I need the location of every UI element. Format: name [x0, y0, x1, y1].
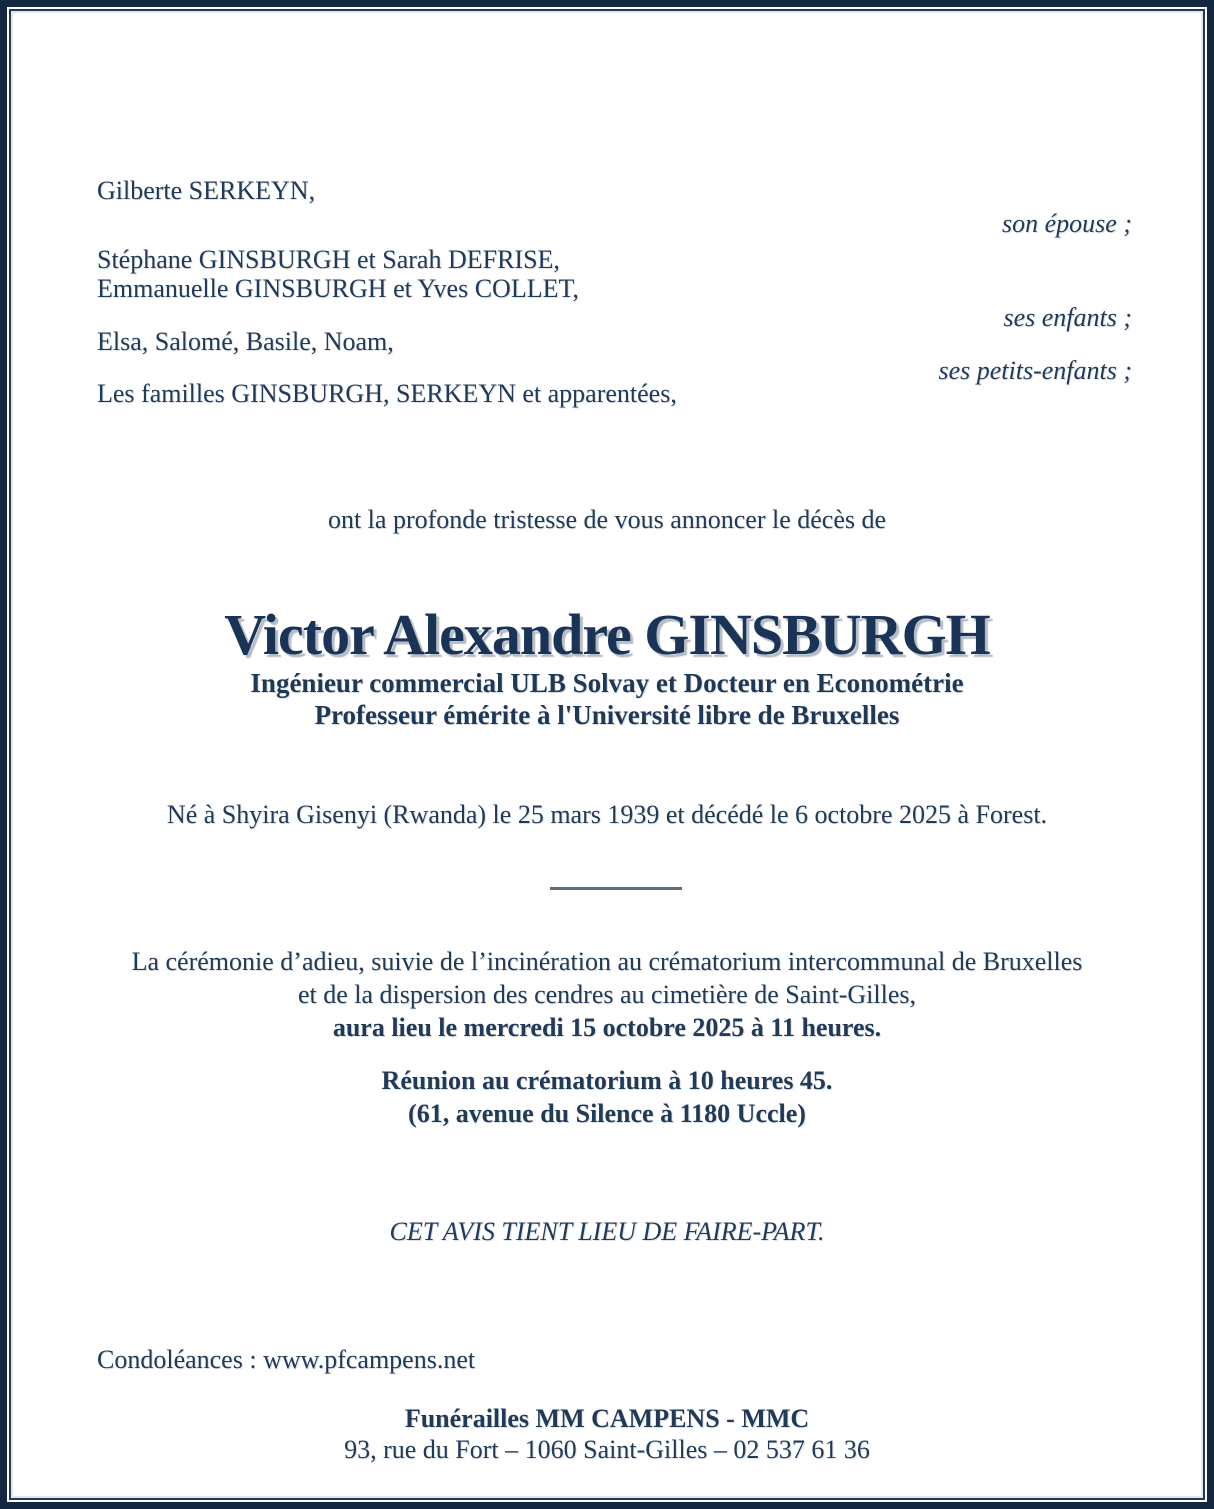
birth-death-line: Né à Shyira Gisenyi (Rwanda) le 25 mars 1939 et décédé le 6 octobre 2025 à Forest.: [166, 800, 1048, 829]
meeting-line: (61, avenue du Silence à 1180 Uccle): [408, 1099, 806, 1128]
deceased-title-line: Ingénieur commercial ULB Solvay et Docteur en Econométrie: [250, 668, 964, 698]
meeting-block: [11, 1064, 1203, 1130]
deceased-title-line: Professeur émérite à l'Université libre de Bruxelles: [314, 700, 900, 730]
ceremony-block: [11, 945, 1203, 1044]
deceased-name: Victor Alexandre GINSBURGH: [224, 602, 990, 667]
funeral-home-block: [11, 1403, 1203, 1465]
relation-label: ses petits-enfants ;: [938, 356, 1132, 385]
condolences-line: Condoléances : www.pfcampens.net: [97, 1345, 476, 1374]
page-border-gap: [7, 7, 1207, 1502]
family-line: Elsa, Salomé, Basile, Noam,: [97, 327, 394, 356]
meeting-line: Réunion au crématorium à 10 heures 45.: [381, 1066, 833, 1095]
ceremony-line: La cérémonie d’adieu, suivie de l’incinération au crématorium intercommunal de Bruxelles: [131, 947, 1083, 976]
legal-notice: CET AVIS TIENT LIEU DE FAIRE-PART.: [389, 1217, 825, 1246]
family-line: Stéphane GINSBURGH et Sarah DEFRISE,: [97, 245, 560, 274]
ceremony-line: et de la dispersion des cendres au cimetière de Saint-Gilles,: [297, 980, 916, 1009]
funeral-home-name: Funérailles MM CAMPENS - MMC: [404, 1404, 810, 1433]
ceremony-line: aura lieu le mercredi 15 octobre 2025 à 11 heures.: [332, 1013, 882, 1042]
relation-label: ses enfants ;: [1003, 303, 1132, 332]
family-line: Gilberte SERKEYN,: [97, 176, 316, 205]
announcement-line: ont la profonde tristesse de vous annoncer le décès de: [327, 505, 887, 534]
page-border-inner: [9, 9, 1205, 1500]
family-line: Les familles GINSBURGH, SERKEYN et apparentées,: [97, 379, 677, 408]
deceased-titles: [11, 667, 1203, 731]
section-divider: [550, 887, 682, 890]
family-line: Emmanuelle GINSBURGH et Yves COLLET,: [97, 274, 579, 303]
funeral-home-address: 93, rue du Fort – 1060 Saint-Gilles – 02 537 61 36: [344, 1435, 870, 1464]
relation-label: son épouse ;: [1002, 209, 1132, 238]
